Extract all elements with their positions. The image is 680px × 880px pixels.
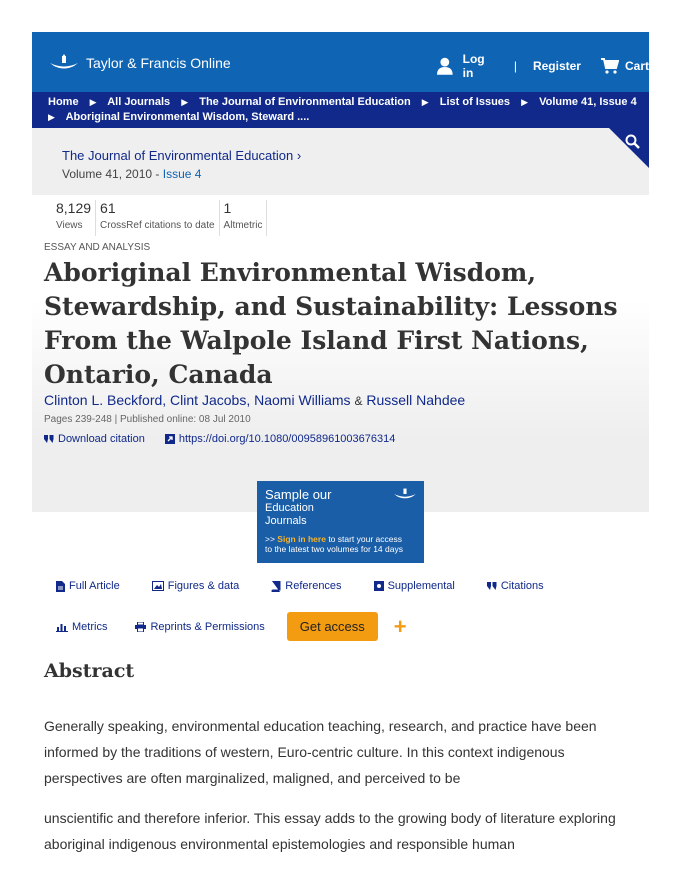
tab-references[interactable]	[271, 580, 341, 592]
banner-signin-link[interactable]: Sign in here	[277, 534, 326, 544]
metric-altmetric-label: Altmetric	[223, 220, 263, 231]
external-link-icon	[165, 434, 175, 444]
login-separator: |	[513, 59, 517, 73]
metric-altmetric[interactable]	[224, 200, 268, 236]
tab-full-article[interactable]	[56, 580, 120, 592]
tab-metrics[interactable]	[56, 621, 107, 633]
breadcrumb-arrow-icon: ▶	[181, 97, 189, 107]
metric-views-label: Views	[56, 220, 83, 231]
download-citation-label: Download citation	[58, 433, 145, 445]
author-ampersand: &	[354, 394, 363, 408]
journal-title: The Journal of Environmental Education	[62, 148, 294, 163]
journal-volume	[62, 167, 201, 181]
bar-chart-icon	[56, 622, 68, 632]
tab-supplemental[interactable]	[374, 580, 455, 592]
quote-icon	[44, 434, 54, 444]
tab-metrics-label: Metrics	[72, 620, 108, 633]
tf-lamp-icon	[392, 487, 418, 501]
document-icon	[56, 581, 65, 592]
tab-reprints[interactable]	[135, 621, 264, 633]
breadcrumb-journal[interactable]: The Journal of Environmental Education	[199, 96, 411, 108]
breadcrumb-arrow-icon: ▶	[421, 97, 429, 107]
abstract-heading: Abstract	[44, 660, 135, 682]
cart-label: Cart	[624, 59, 649, 73]
author-link-last[interactable]: Russell Nahdee	[366, 392, 466, 408]
breadcrumb-issue[interactable]: Volume 41, Issue 4	[539, 96, 637, 108]
tf-lamp-icon	[48, 54, 80, 72]
brand-logo[interactable]	[48, 54, 231, 72]
plus-icon[interactable]: +	[393, 613, 407, 639]
book-icon	[271, 581, 281, 592]
search-icon[interactable]	[625, 134, 641, 150]
metric-views-count: 8,129	[56, 200, 92, 216]
chevron-right-icon: ›	[296, 148, 302, 163]
article-type: ESSAY AND ANALYSIS	[44, 242, 151, 253]
banner-rest2: to the latest two volumes for 14 days	[265, 544, 403, 554]
cart-link[interactable]	[601, 58, 649, 74]
doi-url: https://doi.org/10.1080/00958961003676314	[178, 433, 396, 445]
metric-crossref-label: CrossRef citations to date	[100, 220, 215, 231]
journal-title-link[interactable]	[62, 148, 301, 163]
brand-name: Taylor & Francis Online	[86, 55, 231, 71]
breadcrumb	[32, 92, 649, 128]
banner-prefix: >>	[265, 534, 278, 544]
article-title: Aboriginal Environmental Wisdom, Stewardship, and Sustainability: Lessons From the Walpole Island First Nations, Ontario, Canada	[44, 258, 618, 389]
author-links[interactable]: Clinton L. Beckford, Clint Jacobs, Naomi Williams	[44, 392, 351, 408]
account-links	[437, 52, 649, 80]
banner-rest1: to start your access	[325, 534, 403, 544]
banner-line3: Journals	[265, 515, 307, 527]
user-icon	[437, 57, 453, 75]
metric-altmetric-count: 1	[223, 200, 232, 216]
article-metrics	[56, 200, 271, 236]
banner-line1: Sample our	[265, 487, 332, 502]
abstract-paragraph-1: Generally speaking, environmental education teaching, research, and practice have been informed by the traditions of western, Euro-centric culture. In this context indigenous perspectives are often marginalized, maligned, and perceived to be	[44, 718, 597, 786]
pages-published: Pages 239-248 | Published online: 08 Jul 2010	[44, 414, 251, 425]
abstract-paragraph-2: unscientific and therefore inferior. This essay adds to the growing body of literature exploring aboriginal indigenous environmental epistemologies and responsible human	[44, 810, 616, 852]
metric-views[interactable]	[56, 200, 96, 236]
article-tabs-row2	[56, 612, 407, 641]
site-header	[32, 32, 649, 92]
cart-icon	[601, 58, 619, 74]
metric-crossref-count: 61	[100, 200, 116, 216]
issue-link[interactable]: Issue 4	[162, 167, 202, 181]
breadcrumb-arrow-icon: ▶	[48, 112, 55, 122]
tab-reprints-label: Reprints & Permissions	[150, 620, 265, 633]
breadcrumb-arrow-icon: ▶	[521, 97, 529, 107]
breadcrumb-arrow-icon: ▶	[89, 97, 97, 107]
breadcrumb-home[interactable]: Home	[48, 96, 79, 108]
breadcrumb-current-article: Aboriginal Environmental Wisdom, Steward ....	[65, 111, 310, 123]
metric-crossref[interactable]	[100, 200, 220, 236]
breadcrumb-list-of-issues[interactable]: List of Issues	[439, 96, 511, 108]
banner-line2: Education	[265, 502, 314, 514]
tab-full-article-label: Full Article	[69, 580, 120, 592]
download-citation-link[interactable]	[44, 433, 145, 445]
tab-citations-label: Citations	[500, 580, 544, 592]
get-access-button[interactable]: Get access	[287, 612, 378, 641]
tab-references-label: References	[285, 580, 342, 592]
citation-row	[44, 433, 395, 445]
doi-link[interactable]	[165, 433, 396, 445]
author-list	[44, 392, 465, 408]
banner-signin-text	[265, 534, 416, 554]
tab-citations[interactable]	[487, 580, 544, 592]
tab-figures-label: Figures & data	[167, 580, 240, 592]
image-icon	[152, 581, 164, 591]
login-link[interactable]: Log in	[462, 52, 485, 80]
puzzle-icon	[374, 581, 384, 591]
breadcrumb-all-journals[interactable]: All Journals	[107, 96, 171, 108]
volume-text: Volume 41, 2010 -	[62, 167, 163, 181]
article-tabs	[56, 580, 576, 592]
sample-journals-banner[interactable]	[257, 481, 424, 563]
tab-supplemental-label: Supplemental	[387, 580, 455, 592]
quote-icon	[487, 581, 497, 591]
journal-band	[32, 128, 649, 195]
tab-figures-data[interactable]	[152, 580, 240, 592]
register-link[interactable]: Register	[532, 59, 581, 73]
printer-icon	[135, 622, 146, 632]
